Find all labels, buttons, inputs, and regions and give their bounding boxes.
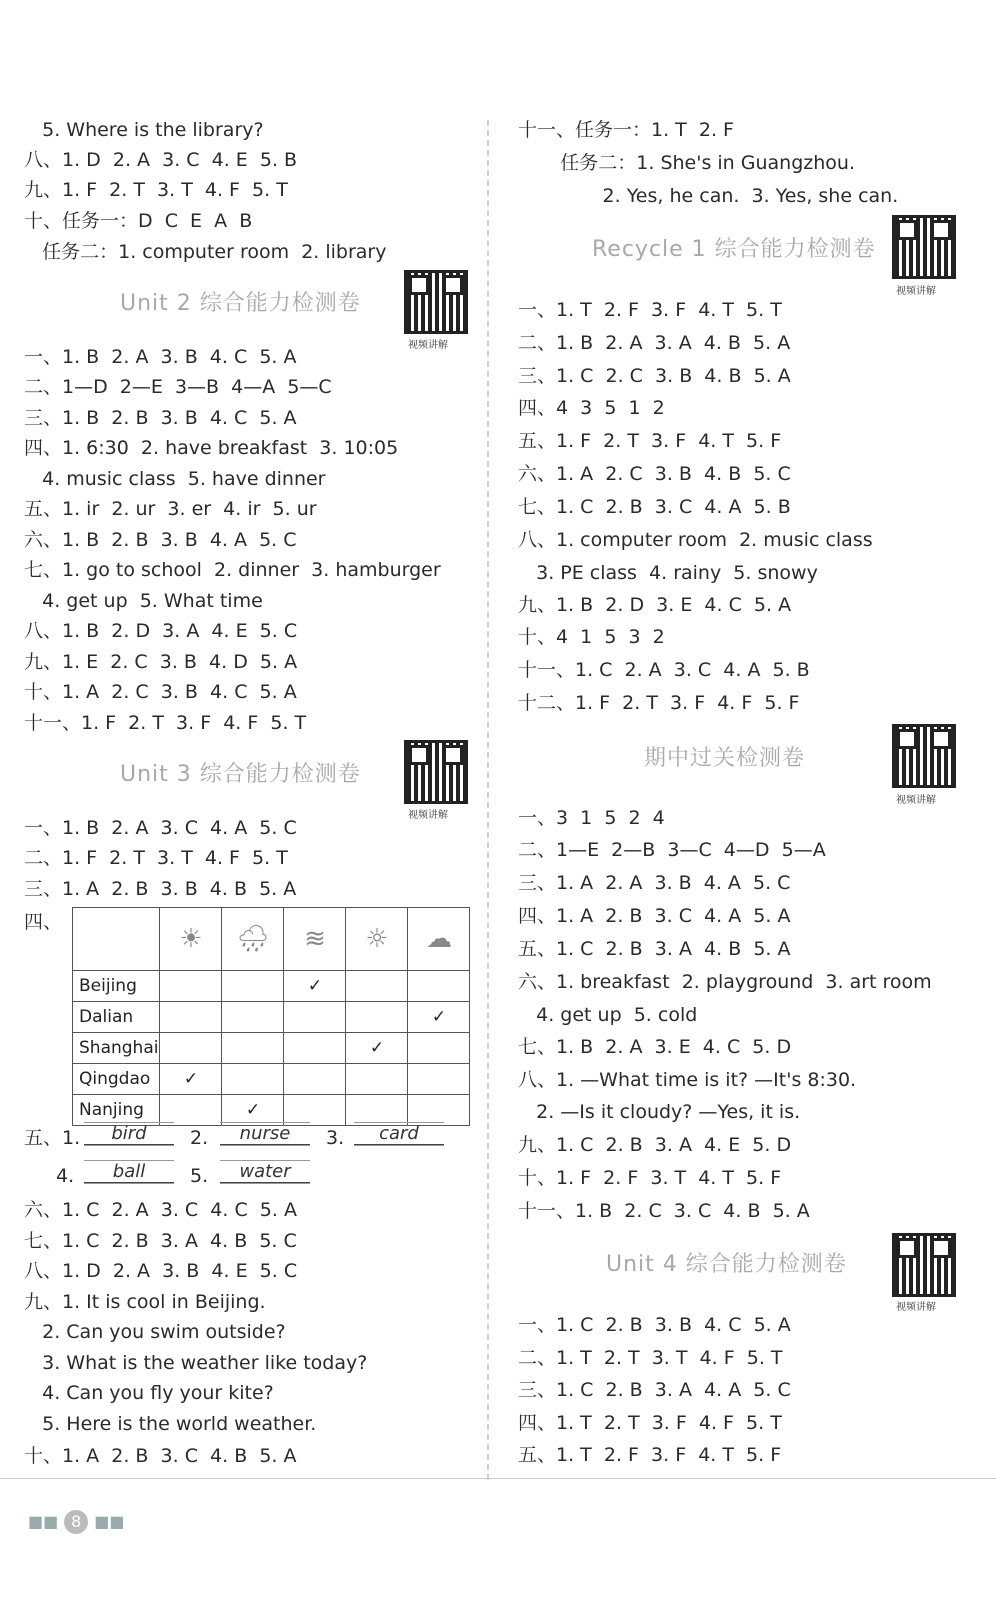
answer-line: 八、1. computer room 2. music class [518,529,873,551]
answer-line: 任务二：1. She's in Guangzhou. [518,152,855,174]
answer-line: 九、1. It is cool in Beijing. [24,1291,266,1313]
answer-line: 七、1. B 2. A 3. E 4. C 5. D [518,1036,792,1058]
qr-caption: 视频讲解 [408,810,448,821]
check-cell [222,971,284,1002]
answer-line: 3. PE class 4. rainy 5. snowy [518,562,818,584]
answer-line: 十、1. A 2. B 3. C 4. B 5. A [24,1445,297,1467]
answer-line: 十、1. A 2. C 3. B 4. C 5. A [24,681,297,703]
handwritten-word: ball [84,1162,174,1183]
answer-line: 八、1. D 2. A 3. B 4. E 5. C [24,1260,298,1282]
answer-line: 五、1. ir 2. ur 3. er 4. ir 5. ur [24,498,317,520]
answer-line: 三、1. B 2. B 3. B 4. C 5. A [24,407,297,429]
page-number: ■■ 8 ■■ [28,1510,124,1534]
answer-line: 二、1—E 2—B 3—C 4—D 5—A [518,839,826,861]
check-cell [408,1064,470,1095]
check-cell [346,1002,408,1033]
table-row [73,971,470,1002]
answer-line: 九、1. F 2. T 3. T 4. F 5. T [24,179,288,201]
table-row [73,1064,470,1095]
answer-line: 二、1. T 2. T 3. T 4. F 5. T [518,1347,783,1369]
city-cell: Qingdao [73,1064,160,1095]
qr-code-icon[interactable] [892,1233,956,1297]
table-row [73,1033,470,1064]
answer-line: 四、1. 6:30 2. have breakfast 3. 10:05 [24,437,399,459]
answer-line: 十一、任务一：1. T 2. F [518,119,734,141]
answer-line: 九、1. C 2. B 3. A 4. E 5. D [518,1134,792,1156]
answer-line: 一、1. C 2. B 3. B 4. C 5. A [518,1314,791,1336]
answer-line: 六、1. B 2. B 3. B 4. A 5. C [24,529,297,551]
answer-line: 十一、1. B 2. C 3. C 4. B 5. A [518,1200,810,1222]
answer-line: 七、1. C 2. B 3. C 4. A 5. B [518,496,791,518]
check-cell [222,1033,284,1064]
check-cell [160,1095,222,1126]
column-divider [487,120,489,1480]
answer-line: 八、1. D 2. A 3. C 4. E 5. B [24,149,298,171]
answer-line: 4. get up 5. What time [24,590,263,612]
answer-line: 六、1. A 2. C 3. B 4. B 5. C [518,463,791,485]
city-cell: Beijing [73,971,160,1002]
check-cell: ✓ [160,1064,222,1095]
answer-line: 四、1. T 2. T 3. F 4. F 5. T [518,1412,782,1434]
unit2-title: Unit 2 综合能力检测卷 [120,291,361,316]
answer-line: 三、1. A 2. A 3. B 4. A 5. C [518,872,791,894]
question-number: 4. [56,1165,75,1187]
unit3-title: Unit 3 综合能力检测卷 [120,762,361,787]
answer-line: 七、1. go to school 2. dinner 3. hamburger [24,559,441,581]
answer-line: 3. What is the weather like today? [24,1352,368,1374]
qr-code-icon[interactable] [404,740,468,804]
answer-line: 三、1. A 2. B 3. B 4. B 5. A [24,878,297,900]
qr-code-icon[interactable] [892,724,956,788]
footer-rule [0,1478,996,1479]
question-label: 五、1. [24,1127,81,1149]
check-cell: ✓ [408,1002,470,1033]
sunny-icon: ☀ [160,908,222,971]
check-cell [222,1064,284,1095]
answer-line: 五、1. C 2. B 3. A 4. B 5. A [518,938,791,960]
check-cell [284,1095,346,1126]
answer-line: 九、1. E 2. C 3. B 4. D 5. A [24,651,298,673]
answer-line: 六、1. C 2. A 3. C 4. C 5. A [24,1199,297,1221]
table-row [73,1002,470,1033]
qr-caption: 视频讲解 [896,286,936,297]
midterm-title: 期中过关检测卷 [644,746,806,771]
rainy-icon: 🌧 [222,908,284,971]
city-cell: Shanghai [73,1033,160,1064]
answer-line: 十一、1. F 2. T 3. F 4. F 5. T [24,712,307,734]
handwritten-word: water [220,1162,310,1183]
answer-line: 四、1. A 2. B 3. C 4. A 5. A [518,905,791,927]
weather-icon-row [73,908,470,971]
answer-line: 4. music class 5. have dinner [24,468,326,490]
answer-line: 2. Yes, he can. 3. Yes, she can. [518,185,899,207]
answer-line: 一、1. T 2. F 3. F 4. T 5. T [518,299,782,321]
empty-cell [73,908,160,971]
answer-line: 八、1. B 2. D 3. A 4. E 5. C [24,620,298,642]
handwritten-word: nurse [220,1124,310,1145]
answer-line: 十一、1. C 2. A 3. C 4. A 5. B [518,659,810,681]
answer-line: 4. Can you fly your kite? [24,1382,274,1404]
check-cell: ✓ [284,971,346,1002]
question-number: 3. [326,1127,345,1149]
check-cell [160,971,222,1002]
qr-caption: 视频讲解 [896,795,936,806]
answer-line: 十、1. F 2. F 3. T 4. T 5. F [518,1167,782,1189]
answer-line: 2. Can you swim outside? [24,1321,286,1343]
check-cell [408,971,470,1002]
check-cell: ✓ [222,1095,284,1126]
handwritten-word: card [354,1124,444,1145]
check-cell [160,1033,222,1064]
answer-line: 五、1. T 2. F 3. F 4. T 5. F [518,1444,782,1466]
check-cell [346,971,408,1002]
answer-line: 十二、1. F 2. T 3. F 4. F 5. F [518,692,800,714]
question-number: 2. [190,1127,209,1149]
windy-icon: ≋ [284,908,346,971]
city-cell: Nanjing [73,1095,160,1126]
answer-line: 一、1. B 2. A 3. B 4. C 5. A [24,346,297,368]
answer-line: 任务二：1. computer room 2. library [24,241,387,263]
page-number-value: 8 [64,1510,88,1534]
weather-table [72,907,470,1126]
answer-line: 七、1. C 2. B 3. A 4. B 5. C [24,1230,297,1252]
answer-line: 二、1—D 2—E 3—B 4—A 5—C [24,376,332,398]
answer-line: 5. Where is the library? [24,119,264,141]
qr-code-icon[interactable] [404,270,468,334]
answer-line: 5. Here is the world weather. [24,1413,317,1435]
answer-line: 四、4 3 5 1 2 [518,397,665,419]
question-number: 5. [190,1165,209,1187]
check-cell [408,1095,470,1126]
check-cell [284,1002,346,1033]
question-label: 四、 [24,911,63,933]
handwritten-word: bird [84,1124,174,1145]
answer-line: 一、1. B 2. A 3. C 4. A 5. C [24,817,297,839]
check-cell [284,1033,346,1064]
table-row [73,1095,470,1126]
answer-line: 二、1. F 2. T 3. T 4. F 5. T [24,847,288,869]
answer-line: 十、4 1 5 3 2 [518,626,665,648]
check-cell [346,1095,408,1126]
check-cell [160,1002,222,1033]
check-cell [346,1064,408,1095]
check-cell [408,1033,470,1064]
answer-line: 三、1. C 2. C 3. B 4. B 5. A [518,365,791,387]
qr-caption: 视频讲解 [408,340,448,351]
check-cell [222,1002,284,1033]
answer-line: 三、1. C 2. B 3. A 4. A 5. C [518,1379,791,1401]
answer-line: 4. get up 5. cold [518,1004,698,1026]
answer-line: 十、任务一：D C E A B [24,210,253,232]
recycle1-title: Recycle 1 综合能力检测卷 [592,237,876,262]
answer-line: 二、1. B 2. A 3. A 4. B 5. A [518,332,791,354]
qr-code-icon[interactable] [892,215,956,279]
answer-line: 六、1. breakfast 2. playground 3. art room [518,971,932,993]
hot-icon: ☼ [346,908,408,971]
check-cell: ✓ [346,1033,408,1064]
qr-caption: 视频讲解 [896,1302,936,1313]
cloudy-icon: ☁ [408,908,470,971]
city-cell: Dalian [73,1002,160,1033]
answer-line: 2. —Is it cloudy? —Yes, it is. [518,1101,801,1123]
answer-line: 九、1. B 2. D 3. E 4. C 5. A [518,594,792,616]
answer-line: 一、3 1 5 2 4 [518,807,665,829]
unit4-title: Unit 4 综合能力检测卷 [606,1252,847,1277]
answer-line: 五、1. F 2. T 3. F 4. T 5. F [518,430,782,452]
check-cell [284,1064,346,1095]
answer-line: 八、1. —What time is it? —It's 8:30. [518,1069,857,1091]
